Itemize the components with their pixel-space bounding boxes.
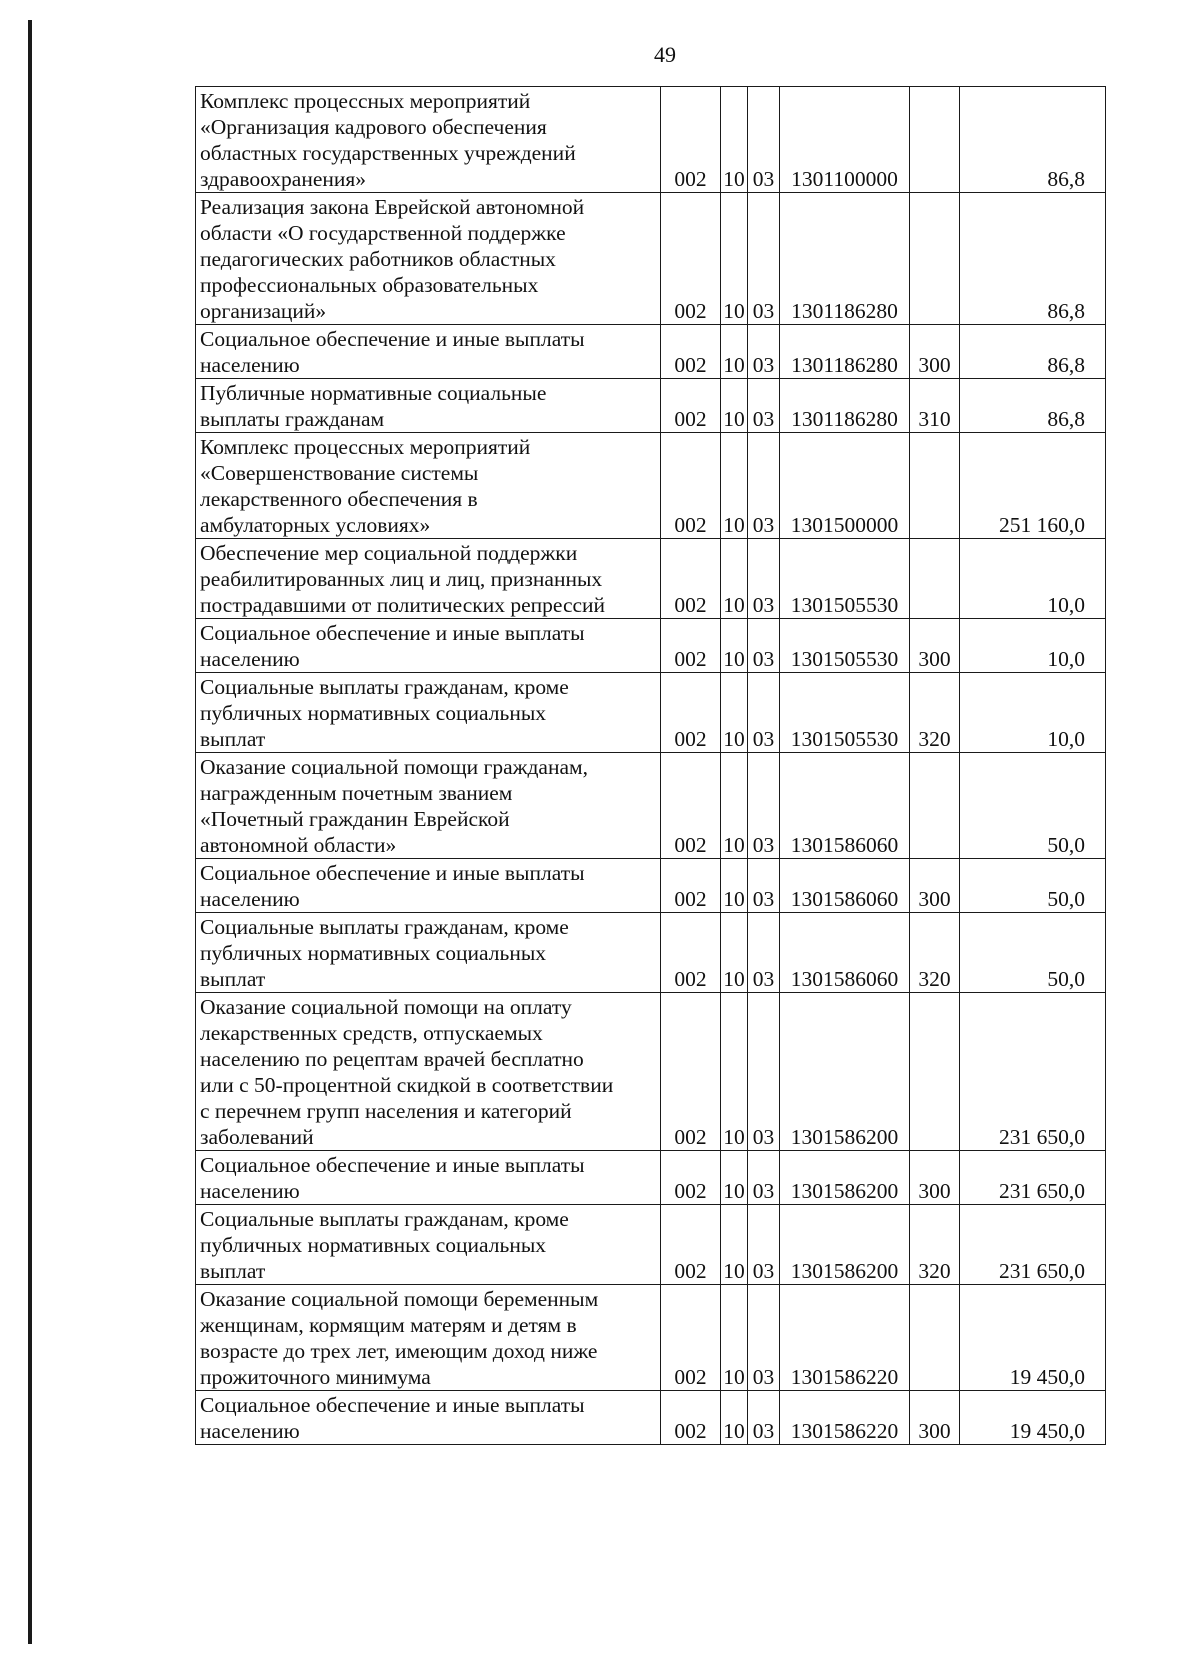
- expense-name: Комплекс процессных мероприятий «Организация кадрового обеспечения областных государственных учреждений здравоохранения»: [196, 87, 661, 193]
- target-article-code: 1301500000: [780, 433, 910, 539]
- subsection-code: 03: [748, 325, 780, 379]
- ministry-code: 002: [661, 193, 721, 325]
- amount: 251 160,0: [960, 433, 1106, 539]
- ministry-code: 002: [661, 325, 721, 379]
- expense-name: Социальное обеспечение и иные выплаты населению: [196, 1391, 661, 1445]
- subsection-code: 03: [748, 1205, 780, 1285]
- target-article-code: 1301586200: [780, 1205, 910, 1285]
- expense-name: Публичные нормативные социальные выплаты гражданам: [196, 379, 661, 433]
- ministry-code: 002: [661, 619, 721, 673]
- subsection-code: 03: [748, 379, 780, 433]
- table-row: [196, 859, 1106, 913]
- section-code: 10: [721, 673, 748, 753]
- target-article-code: 1301586060: [780, 753, 910, 859]
- budget-table: [195, 86, 1106, 1445]
- expense-name: Оказание социальной помощи беременным женщинам, кормящим матерям и детям в возрасте до трех лет, имеющим доход ниже прожиточного минимума: [196, 1285, 661, 1391]
- section-code: 10: [721, 379, 748, 433]
- ministry-code: 002: [661, 1151, 721, 1205]
- table-row: [196, 193, 1106, 325]
- table-row: [196, 753, 1106, 859]
- scan-edge-line: [28, 20, 32, 1644]
- ministry-code: 002: [661, 753, 721, 859]
- section-code: 10: [721, 859, 748, 913]
- expense-type-code: [910, 433, 960, 539]
- amount: 86,8: [960, 325, 1106, 379]
- ministry-code: 002: [661, 913, 721, 993]
- target-article-code: 1301586220: [780, 1391, 910, 1445]
- target-article-code: 1301186280: [780, 325, 910, 379]
- expense-type-code: 320: [910, 913, 960, 993]
- expense-name: Обеспечение мер социальной поддержки реабилитированных лиц и лиц, признанных пострадавшими от политических репрессий: [196, 539, 661, 619]
- table-row: [196, 673, 1106, 753]
- amount: 231 650,0: [960, 1205, 1106, 1285]
- expense-type-code: [910, 993, 960, 1151]
- amount: 86,8: [960, 193, 1106, 325]
- target-article-code: 1301186280: [780, 379, 910, 433]
- subsection-code: 03: [748, 193, 780, 325]
- amount: 231 650,0: [960, 993, 1106, 1151]
- table-row: [196, 1205, 1106, 1285]
- subsection-code: 03: [748, 1391, 780, 1445]
- ministry-code: 002: [661, 379, 721, 433]
- amount: 10,0: [960, 673, 1106, 753]
- expense-type-code: 300: [910, 859, 960, 913]
- target-article-code: 1301586220: [780, 1285, 910, 1391]
- expense-type-code: 320: [910, 1205, 960, 1285]
- amount: 86,8: [960, 87, 1106, 193]
- section-code: 10: [721, 913, 748, 993]
- ministry-code: 002: [661, 1205, 721, 1285]
- expense-type-code: 300: [910, 619, 960, 673]
- ministry-code: 002: [661, 1391, 721, 1445]
- expense-name: Оказание социальной помощи на оплату лекарственных средств, отпускаемых населению по рецептам врачей бесплатно или с 50-процентной скидкой в соответствии с перечнем групп населения и категорий заболеваний: [196, 993, 661, 1151]
- expense-type-code: [910, 193, 960, 325]
- section-code: 10: [721, 193, 748, 325]
- target-article-code: 1301586060: [780, 859, 910, 913]
- expense-type-code: 300: [910, 1391, 960, 1445]
- amount: 231 650,0: [960, 1151, 1106, 1205]
- ministry-code: 002: [661, 87, 721, 193]
- ministry-code: 002: [661, 993, 721, 1151]
- subsection-code: 03: [748, 1151, 780, 1205]
- amount: 50,0: [960, 753, 1106, 859]
- table-row: [196, 433, 1106, 539]
- table-row: [196, 87, 1106, 193]
- expense-name: Социальные выплаты гражданам, кроме публичных нормативных социальных выплат: [196, 1205, 661, 1285]
- ministry-code: 002: [661, 1285, 721, 1391]
- target-article-code: 1301586200: [780, 993, 910, 1151]
- subsection-code: 03: [748, 859, 780, 913]
- ministry-code: 002: [661, 539, 721, 619]
- subsection-code: 03: [748, 87, 780, 193]
- amount: 50,0: [960, 913, 1106, 993]
- section-code: 10: [721, 1151, 748, 1205]
- table-row: [196, 379, 1106, 433]
- section-code: 10: [721, 619, 748, 673]
- section-code: 10: [721, 1205, 748, 1285]
- section-code: 10: [721, 433, 748, 539]
- target-article-code: 1301586200: [780, 1151, 910, 1205]
- target-article-code: 1301586060: [780, 913, 910, 993]
- expense-name: Социальное обеспечение и иные выплаты населению: [196, 325, 661, 379]
- section-code: 10: [721, 539, 748, 619]
- expense-type-code: [910, 753, 960, 859]
- subsection-code: 03: [748, 993, 780, 1151]
- section-code: 10: [721, 1285, 748, 1391]
- expense-type-code: 310: [910, 379, 960, 433]
- expense-name: Комплекс процессных мероприятий «Совершенствование системы лекарственного обеспечения в амбулаторных условиях»: [196, 433, 661, 539]
- table-row: [196, 913, 1106, 993]
- expense-type-code: 300: [910, 1151, 960, 1205]
- amount: 19 450,0: [960, 1285, 1106, 1391]
- amount: 10,0: [960, 539, 1106, 619]
- subsection-code: 03: [748, 619, 780, 673]
- target-article-code: 1301505530: [780, 673, 910, 753]
- table-row: [196, 539, 1106, 619]
- expense-name: Социальные выплаты гражданам, кроме публичных нормативных социальных выплат: [196, 673, 661, 753]
- section-code: 10: [721, 753, 748, 859]
- subsection-code: 03: [748, 433, 780, 539]
- table-row: [196, 619, 1106, 673]
- expense-name: Социальное обеспечение и иные выплаты населению: [196, 1151, 661, 1205]
- expense-name: Социальное обеспечение и иные выплаты населению: [196, 619, 661, 673]
- ministry-code: 002: [661, 859, 721, 913]
- subsection-code: 03: [748, 913, 780, 993]
- expense-type-code: [910, 87, 960, 193]
- target-article-code: 1301505530: [780, 619, 910, 673]
- table-row: [196, 1285, 1106, 1391]
- subsection-code: 03: [748, 753, 780, 859]
- section-code: 10: [721, 1391, 748, 1445]
- ministry-code: 002: [661, 673, 721, 753]
- expense-name: Реализация закона Еврейской автономной области «О государственной поддержке педагогических работников областных профессиональных образовательных организаций»: [196, 193, 661, 325]
- expense-name: Социальное обеспечение и иные выплаты населению: [196, 859, 661, 913]
- amount: 10,0: [960, 619, 1106, 673]
- expense-name: Оказание социальной помощи гражданам, награжденным почетным званием «Почетный гражданин Еврейской автономной области»: [196, 753, 661, 859]
- expense-name: Социальные выплаты гражданам, кроме публичных нормативных социальных выплат: [196, 913, 661, 993]
- target-article-code: 1301100000: [780, 87, 910, 193]
- target-article-code: 1301505530: [780, 539, 910, 619]
- section-code: 10: [721, 325, 748, 379]
- table-row: [196, 1151, 1106, 1205]
- page-number: 49: [654, 42, 676, 67]
- expense-type-code: [910, 1285, 960, 1391]
- table-row: [196, 1391, 1106, 1445]
- section-code: 10: [721, 993, 748, 1151]
- amount: 19 450,0: [960, 1391, 1106, 1445]
- table-row: [196, 993, 1106, 1151]
- subsection-code: 03: [748, 539, 780, 619]
- amount: 86,8: [960, 379, 1106, 433]
- expense-type-code: 320: [910, 673, 960, 753]
- expense-type-code: [910, 539, 960, 619]
- section-code: 10: [721, 87, 748, 193]
- target-article-code: 1301186280: [780, 193, 910, 325]
- subsection-code: 03: [748, 1285, 780, 1391]
- subsection-code: 03: [748, 673, 780, 753]
- amount: 50,0: [960, 859, 1106, 913]
- table-row: [196, 325, 1106, 379]
- expense-type-code: 300: [910, 325, 960, 379]
- ministry-code: 002: [661, 433, 721, 539]
